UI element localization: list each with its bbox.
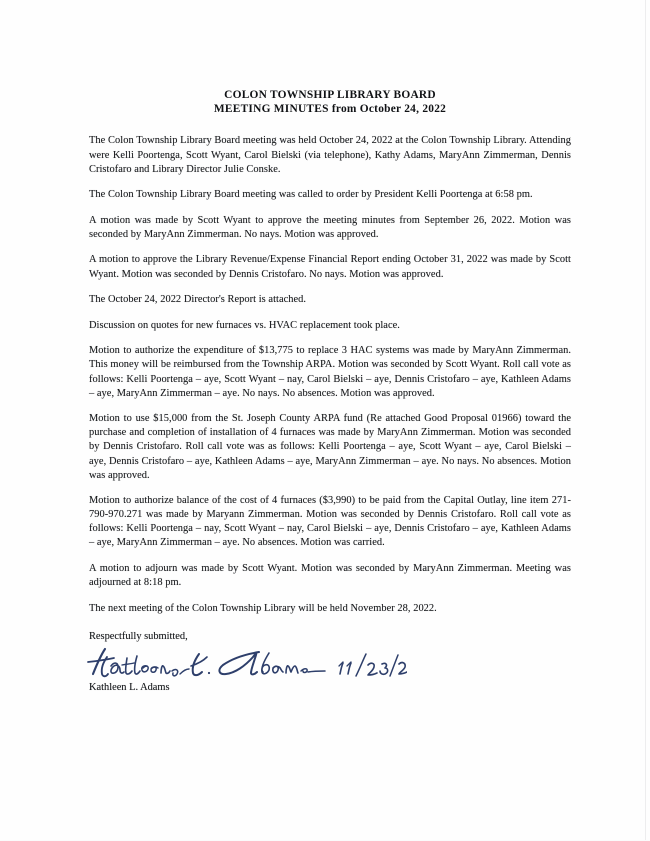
closing-salutation: Respectfully submitted, — [89, 630, 188, 642]
paragraph-arpa-fund-motion: Motion to use $15,000 from the St. Joseph County ARPA fund (Re attached Good Proposal 01966) toward the purchase and completion of installation of 4 furnaces was made by MaryAnn Zimmerman. Motion was seconded by Dennis Cristofaro. Roll call vote was as follows: Kelli Poortenga – aye, Scott Wyant – aye, Carol Bielski – aye, Dennis Cristofaro – aye, Kathleen Adams – aye, MaryAnn Zimmerman – aye. No nays. No absences. Motion was approved. — [89, 413, 571, 481]
paragraph-capital-outlay-motion: Motion to authorize balance of the cost of 4 furnaces ($3,990) to be paid from the Capital Outlay, line item 271-790-970.271 was made by Maryann Zimmerman. Motion was seconded by Dennis Cristofaro. Roll call vote as follows: Kelli Poortenga – nay, Scott Wyant – nay, Carol Bielski – aye, Dennis Cristofaro – aye, Kathleen Adams – aye, MaryAnn Zimmerman – aye. No absences. Motion was carried. — [89, 495, 571, 549]
title-line-2: MEETING MINUTES from October 24, 2022 — [213, 103, 447, 116]
scan-edge-right — [645, 0, 646, 841]
paragraph-hvac-discussion: Discussion on quotes for new furnaces vs. HVAC replacement took place. — [89, 319, 400, 331]
signature-ink-icon — [87, 644, 407, 682]
paragraph-next-meeting: The next meeting of the Colon Township Library will be held November 28, 2022. — [89, 602, 437, 614]
title-line-1: COLON TOWNSHIP LIBRARY BOARD — [224, 89, 436, 101]
paragraph-adjournment-motion: A motion to adjourn was made by Scott Wyant. Motion was seconded by MaryAnn Zimmerman. Meeting was adjourned at 8:18 pm. — [89, 563, 571, 589]
handwritten-signature — [89, 646, 571, 680]
paragraph-directors-report: The October 24, 2022 Director's Report is attached. — [89, 294, 307, 306]
paragraph-call-to-order: The Colon Township Library Board meeting was called to order by President Kelli Poortenga at 6:58 pm. — [89, 189, 533, 201]
signature-block — [89, 630, 571, 695]
paragraph-minutes-approval-motion: A motion was made by Scott Wyant to approve the meeting minutes from September 26, 2022. Motion was seconded by MaryAnn Zimmerman. No nays. Motion was approved. — [89, 214, 571, 240]
paragraph-attendance: The Colon Township Library Board meeting was held October 24, 2022 at the Colon Township Library. Attending were Kelli Poortenga, Scott Wyant, Carol Bielski (via telephone), Kathy Adams, MaryAnn Zimmerman, Dennis Cristofaro and Library Director Julie Conske. — [89, 135, 571, 175]
signer-name: Kathleen L. Adams — [89, 681, 170, 693]
paragraph-hac-expenditure-motion: Motion to authorize the expenditure of $13,775 to replace 3 HAC systems was made by MaryAnn Zimmerman. This money will be reimbursed from the Township ARPA. Motion was seconded by Scott Wyant. Roll call vote as follows: Kelli Poortenga – aye, Scott Wyant – nay, Carol Bielski – aye, Dennis Cristofaro – aye, Kathleen Adams – aye, MaryAnn Zimmerman – aye. No nays. No absences. Motion was approved. — [89, 345, 571, 399]
paragraph-financial-report-motion: A motion to approve the Library Revenue/Expense Financial Report ending October 31, 2022 was made by Scott Wyant. Motion was seconded by Dennis Cristofaro. No nays. Motion was approved. — [89, 254, 571, 280]
page-title — [89, 88, 571, 116]
document-body — [89, 88, 571, 695]
